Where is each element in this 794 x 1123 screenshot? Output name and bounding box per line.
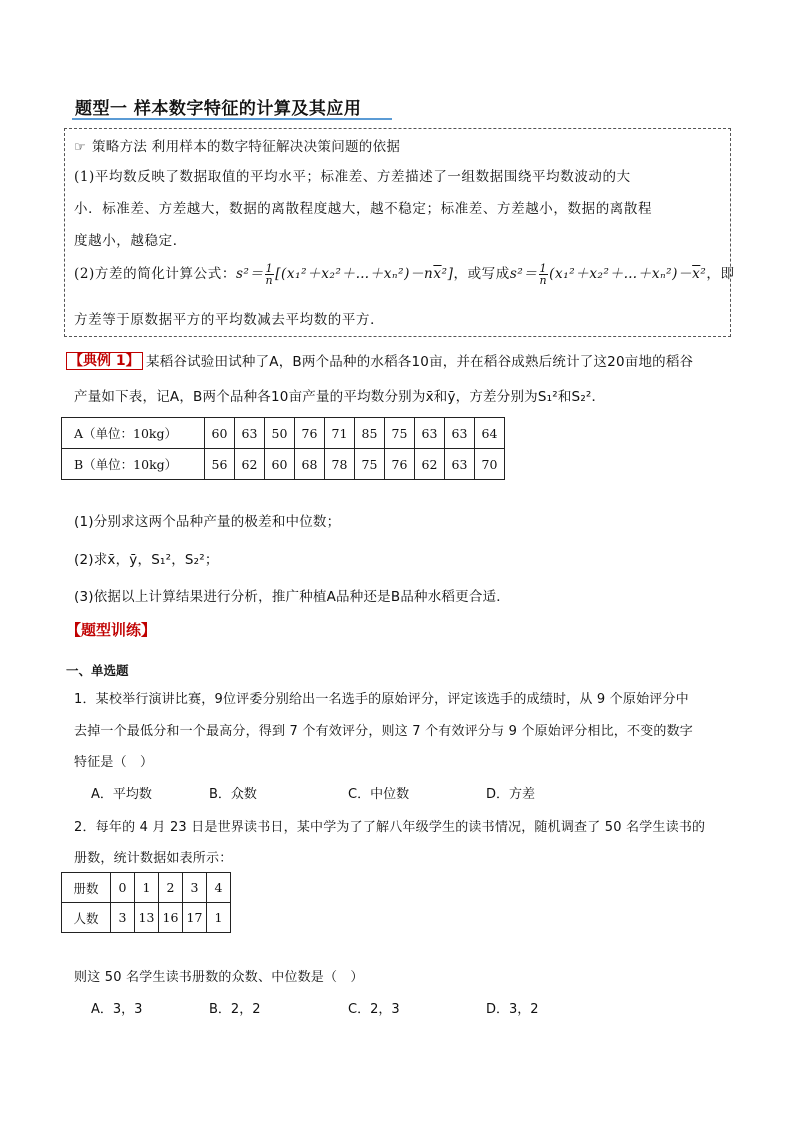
strategy-p1-line1: (1)平均数反映了数据取值的平均水平；标准差、方差描述了一组数据围绕平均数波动的大 xyxy=(74,169,631,185)
table-cell: 50 xyxy=(265,418,295,449)
table-cell: 75 xyxy=(385,418,415,449)
example-line1: 某稻谷试验田试种了A，B两个品种的水稻各10亩，并在稻谷成熟后统计了这20亩地的稻谷 xyxy=(146,354,694,370)
q1-option-b: B．众数 xyxy=(209,787,257,802)
table-row xyxy=(62,449,505,480)
table-row-label: 册数 xyxy=(62,873,111,903)
practice-q2-line1: 2．每年的 4 月 23 日是世界读书日，某中学为了了解八年级学生的读书情况，随机调查了 50 名学生读书的 xyxy=(74,820,706,835)
q2-option-c: C．2，3 xyxy=(348,1002,400,1017)
book-count-table xyxy=(61,872,231,933)
table-cell: 3 xyxy=(111,903,135,933)
table-cell: 1 xyxy=(135,873,159,903)
practice-q2-line3: 则这 50 名学生读书册数的众数、中位数是（ ） xyxy=(74,970,364,985)
table-cell: 63 xyxy=(415,418,445,449)
heading-underline xyxy=(72,118,392,120)
table-cell: 63 xyxy=(235,418,265,449)
table-cell: 62 xyxy=(415,449,445,480)
table-cell: 63 xyxy=(445,418,475,449)
practice-q1-line2: 去掉一个最低分和一个最高分，得到 7 个有效评分，则这 7 个有效评分与 9 个原始评分相比，不变的数字 xyxy=(74,724,694,739)
example-label: 【典例 1】 xyxy=(66,350,143,370)
table-row xyxy=(62,903,231,933)
example-question-2: (2)求x̄，ȳ，S₁²，S₂²； xyxy=(74,552,219,568)
strategy-p1-line3: 度越小，越稳定． xyxy=(74,233,187,249)
strategy-title-text: 策略方法 利用样本的数字特征解决决策问题的依据 xyxy=(92,139,401,155)
table-cell: 60 xyxy=(265,449,295,480)
table-cell: 78 xyxy=(325,449,355,480)
example-line2: 产量如下表，记A，B两个品种各10亩产量的平均数分别为x̄和ȳ，方差分别为S₁²和S₂²． xyxy=(74,389,606,405)
table-cell: 2 xyxy=(159,873,183,903)
example-question-3: (3)依据以上计算结果进行分析，推广种植A品种还是B品种水稻更合适． xyxy=(74,589,510,605)
table-cell: 60 xyxy=(205,418,235,449)
strategy-p1-line2: 小．标准差、方差越大，数据的离散程度越大，越不稳定；标准差、方差越小，数据的离散程 xyxy=(74,201,653,217)
table-cell: 68 xyxy=(295,449,325,480)
strategy-title xyxy=(74,135,400,155)
table-cell: 4 xyxy=(207,873,231,903)
formula-connector: ，或写成 xyxy=(453,266,510,282)
table-cell: 62 xyxy=(235,449,265,480)
pointing-hand-icon: ☞ xyxy=(74,140,86,155)
practice-label: 【题型训练】 xyxy=(66,621,157,639)
table-cell: 16 xyxy=(159,903,183,933)
section-heading: 题型一 样本数字特征的计算及其应用 xyxy=(75,99,362,119)
table-cell: 56 xyxy=(205,449,235,480)
variance-formula-2: s²＝ $\frac{1}{n}$ $(x_1^2+x_2^2+\dots+x_n^2)-\overline{x}^2$ xyxy=(509,262,707,287)
table-cell: 75 xyxy=(355,449,385,480)
example-question-1: (1)分别求这两个品种产量的极差和中位数； xyxy=(74,514,341,530)
strategy-p2-line2: 方差等于原数据平方的平均数减去平均数的平方． xyxy=(74,312,385,328)
table-row xyxy=(62,418,505,449)
table-cell: 85 xyxy=(355,418,385,449)
table-cell: 70 xyxy=(475,449,505,480)
table-cell: 17 xyxy=(183,903,207,933)
table-row-label: B（单位：10kg） xyxy=(62,449,205,480)
table-cell: 0 xyxy=(111,873,135,903)
q1-option-d: D．方差 xyxy=(486,787,536,802)
table-row-label: A（单位：10kg） xyxy=(62,418,205,449)
practice-q1-line3: 特征是（ ） xyxy=(74,755,154,770)
practice-q1-line1: 1．某校举行演讲比赛，9位评委分别给出一名选手的原始评分，评定该选手的成绩时，从 9 个原始评分中 xyxy=(74,692,689,707)
section-label: 一、单选题 xyxy=(66,663,129,678)
practice-q2-line2: 册数，统计数据如表所示： xyxy=(74,851,233,866)
q1-option-a: A．平均数 xyxy=(91,787,152,802)
variance-formula-1: s²＝ $\frac{1}{n}$ $[(x_1^2+x_2^2+\dots+x_n^2)-n\overline{x}^2]$ xyxy=(235,262,454,287)
q2-option-d: D．3，2 xyxy=(486,1002,539,1017)
strategy-p2-line1 xyxy=(74,262,735,286)
formula-suffix: ，即 xyxy=(706,266,735,282)
table-cell: 63 xyxy=(445,449,475,480)
table-cell: 76 xyxy=(385,449,415,480)
q2-option-b: B．2，2 xyxy=(209,1002,261,1017)
table-cell: 13 xyxy=(135,903,159,933)
table-cell: 71 xyxy=(325,418,355,449)
table-cell: 64 xyxy=(475,418,505,449)
table-row-label: 人数 xyxy=(62,903,111,933)
q1-option-c: C．中位数 xyxy=(348,787,410,802)
q2-option-a: A．3，3 xyxy=(91,1002,143,1017)
table-cell: 76 xyxy=(295,418,325,449)
table-cell: 3 xyxy=(183,873,207,903)
table-row xyxy=(62,873,231,903)
formula-intro: (2)方差的简化计算公式： xyxy=(74,266,236,282)
table-cell: 1 xyxy=(207,903,231,933)
yield-table xyxy=(61,417,505,480)
